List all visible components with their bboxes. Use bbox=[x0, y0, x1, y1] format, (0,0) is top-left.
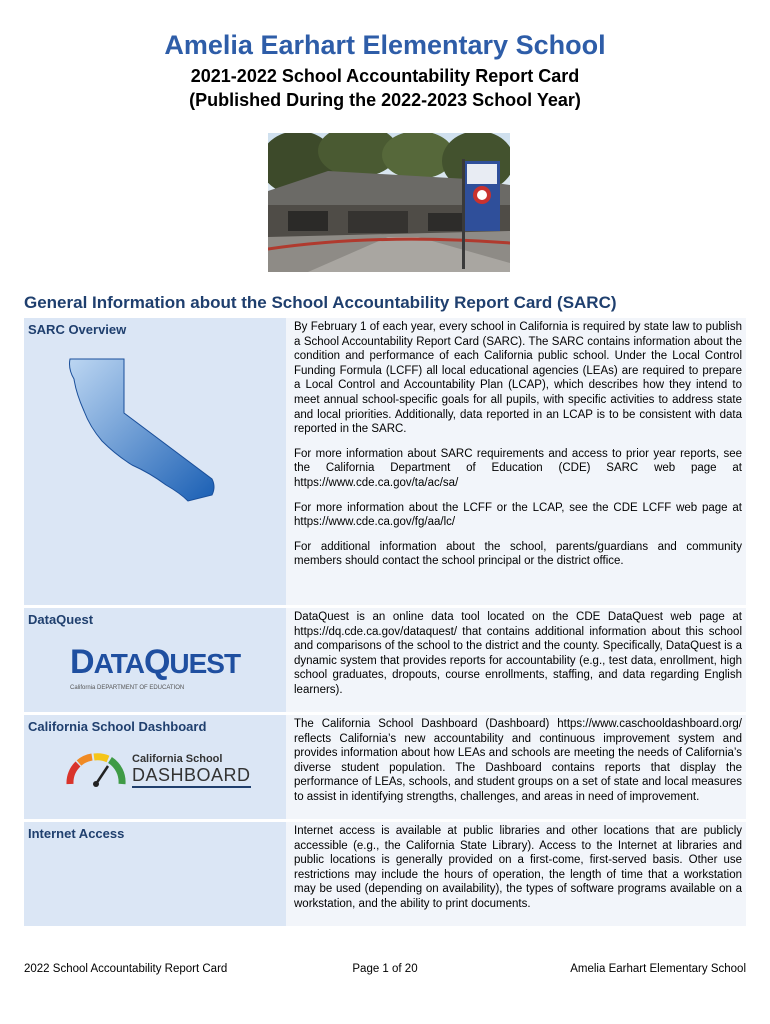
row-label-cell bbox=[24, 715, 286, 819]
footer-page-number: Page 1 of 20 bbox=[352, 963, 418, 975]
footer-left: 2022 School Accountability Report Card bbox=[24, 963, 228, 975]
paragraph: Internet access is available at public libraries and other locations that are publicly accessible (e.g., the California State Library). Access to the Internet at libraries and public locations is generally provided on a first-come, first-served basis. Other use restrictions may include the hours of operation, the length of time that a workstation may be used (depending on availability), the types of software programs available on a workstation, and the ability to print documents. bbox=[294, 825, 742, 910]
dataquest-caption: California DEPARTMENT OF EDUCATION bbox=[70, 685, 185, 691]
row-text-cell bbox=[286, 608, 746, 712]
row-text-cell bbox=[286, 822, 746, 926]
row-label: SARC Overview bbox=[28, 322, 127, 337]
dashboard-logo-line2: DASHBOARD bbox=[132, 765, 251, 788]
dataquest-logo-uest: UEST bbox=[169, 648, 241, 679]
dashboard-logo-line1: California School bbox=[132, 753, 223, 765]
published-line: (Published During the 2022-2023 School Year) bbox=[189, 90, 581, 110]
paragraph: For additional information about the school, parents/guardians and community members should contact the school principal or the district office. bbox=[294, 540, 742, 568]
table-row bbox=[24, 822, 746, 926]
dashboard-logo bbox=[64, 748, 282, 788]
paragraph: The California School Dashboard (Dashboard) https://www.caschooldashboard.org/ reflects California’s new accountability and continuous improvement system and provides information about how LEAs and schools are meeting the needs of California’s diverse student population. The Dashboard contains reports that display the performance of LEAs, schools, and student groups on a set of state and local measures to assist in identifying strengths, challenges, and areas in need of improvement. bbox=[294, 718, 742, 803]
row-label-cell bbox=[24, 318, 286, 605]
school-photo bbox=[268, 133, 510, 272]
sarc-info-table bbox=[24, 315, 746, 929]
dataquest-logo-q: Q bbox=[143, 643, 170, 681]
table-row bbox=[24, 608, 746, 712]
row-label: California School Dashboard bbox=[28, 719, 207, 734]
row-text-cell bbox=[286, 318, 746, 605]
paragraph: DataQuest is an online data tool located on the CDE DataQuest web page at https://dq.cde.ca.gov/dataquest/ that contains additional information about this school and comparisons of the school to the district and the county. Specifically, DataQuest is a dynamic system that provides reports for accountability (e.g., test data, enrollment, high school graduates, dropouts, course enrollments, staffing, and data regarding English learners). bbox=[294, 611, 742, 696]
paragraph: By February 1 of each year, every school in California is required by state law to publish a School Accountability Report Card (SARC). The SARC contains information about the condition and performance of each California public school. Under the Local Control Funding Formula (LCFF) all local educational agencies (LEAs) are required to prepare a Local Control and Accountability Plan (LCAP), which describes how they intend to meet annual school-specific goals for all pupils, with specific activities to address state and local priorities. Additionally, data reported in an LCAP is to be consistent with data reported in the SARC. bbox=[294, 321, 742, 436]
table-row bbox=[24, 318, 746, 605]
row-text-cell bbox=[286, 715, 746, 819]
dataquest-logo bbox=[70, 645, 282, 691]
california-map-icon bbox=[62, 355, 282, 508]
report-title: 2021-2022 School Accountability Report Card bbox=[190, 66, 580, 86]
paragraph: For more information about the LCFF or the LCAP, see the CDE LCFF web page at https://www.cde.ca.gov/fg/aa/lc/ bbox=[294, 501, 742, 529]
dataquest-logo-d: D bbox=[70, 643, 94, 681]
row-label-cell bbox=[24, 822, 286, 926]
section-heading: General Information about the School Accountability Report Card (SARC) bbox=[24, 293, 617, 312]
footer-right: Amelia Earhart Elementary School bbox=[570, 963, 746, 975]
table-row bbox=[24, 715, 746, 819]
school-name-title: Amelia Earhart Elementary School bbox=[164, 30, 606, 60]
row-label-cell bbox=[24, 608, 286, 712]
row-label: DataQuest bbox=[28, 612, 94, 627]
gauge-icon bbox=[64, 748, 128, 788]
dataquest-logo-ata: ATA bbox=[93, 648, 144, 679]
paragraph: For more information about SARC requirements and access to prior year reports, see the California Department of Education (CDE) SARC web page at https://www.cde.ca.gov/ta/ac/sa/ bbox=[294, 447, 742, 489]
row-label: Internet Access bbox=[28, 826, 125, 841]
